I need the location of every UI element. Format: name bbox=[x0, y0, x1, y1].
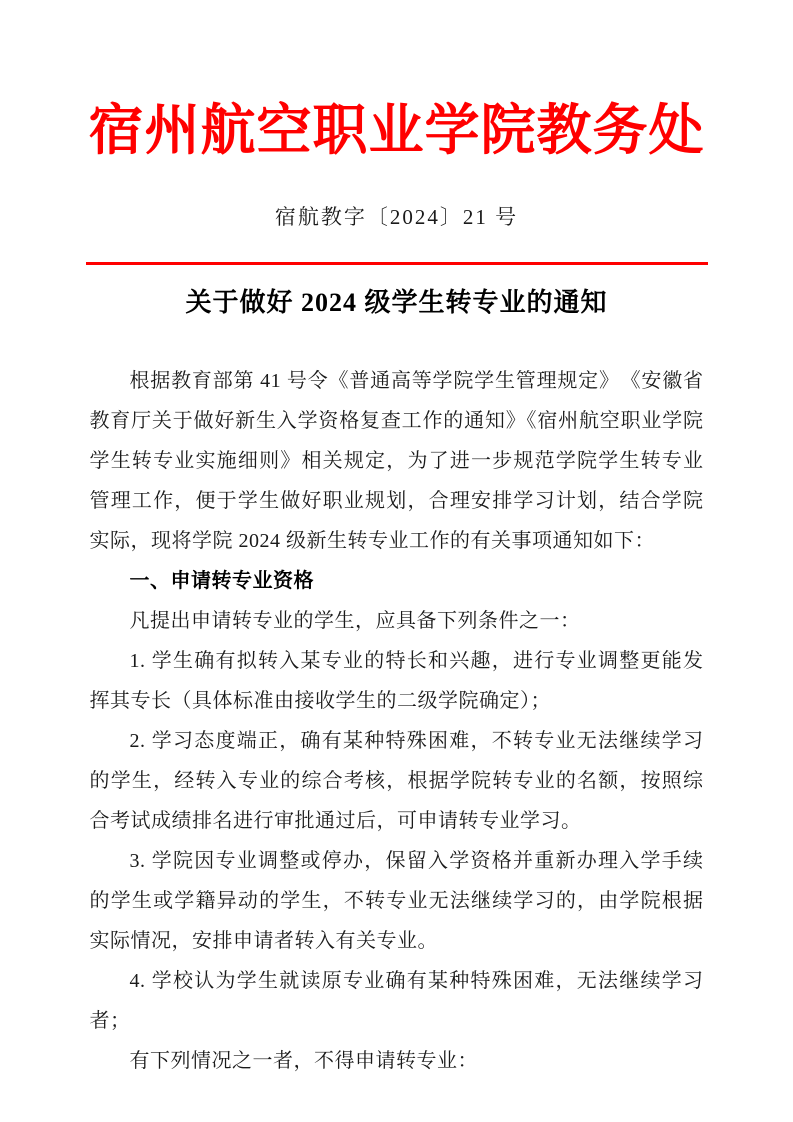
notice-title: 关于做好 2024 级学生转专业的通知 bbox=[185, 288, 608, 317]
doc-number: 宿航教字〔2024〕21 号 bbox=[274, 205, 519, 229]
paragraph-item-1: 1. 学生确有拟转入某专业的特长和兴趣，进行专业调整更能发挥其专长（具体标准由接收学生的二级学院确定）； bbox=[89, 650, 704, 712]
paragraph-item-2: 2. 学习态度端正，确有某种特殊困难，不转专业无法继续学习的学生，经转入专业的综合考核，根据学院转专业的名额，按照综合考试成绩排名进行审批通过后，可申请转专业学习。 bbox=[89, 730, 704, 832]
paragraph-restriction-lead: 有下列情况之一者，不得申请转专业： bbox=[129, 1050, 478, 1072]
paragraph-item-3: 3. 学院因专业调整或停办，保留入学资格并重新办理入学手续的学生或学籍异动的学生，不转专业无法继续学习的，由学院根据实际情况，安排申请者转入有关专业。 bbox=[89, 850, 704, 952]
red-divider bbox=[86, 262, 708, 265]
paragraph-intro: 根据教育部第 41 号令《普通高等学院学生管理规定》 《安徽省教育厅关于做好新生入学资格复查工作的通知》《宿州航空职业学院学生转专业实施细则》相关规定，为了进一步规范学院学生转专业管理工作，便于学生做好职业规划，合理安排学习计划，结合学院实际，现将学院 2024 级新生转专业工作的有关事项通知如下： bbox=[89, 370, 704, 552]
document-body bbox=[90, 361, 704, 1081]
paragraph-conditions-lead: 凡提出申请转专业的学生，应具备下列条件之一： bbox=[129, 610, 581, 632]
masthead-title: 宿州航空职业学院教务处 bbox=[88, 100, 705, 161]
paragraph-item-4: 4. 学校认为学生就读原专业确有某种特殊困难，无法继续学习者； bbox=[89, 970, 704, 1032]
section-heading-1: 一、申请转专业资格 bbox=[129, 570, 314, 592]
